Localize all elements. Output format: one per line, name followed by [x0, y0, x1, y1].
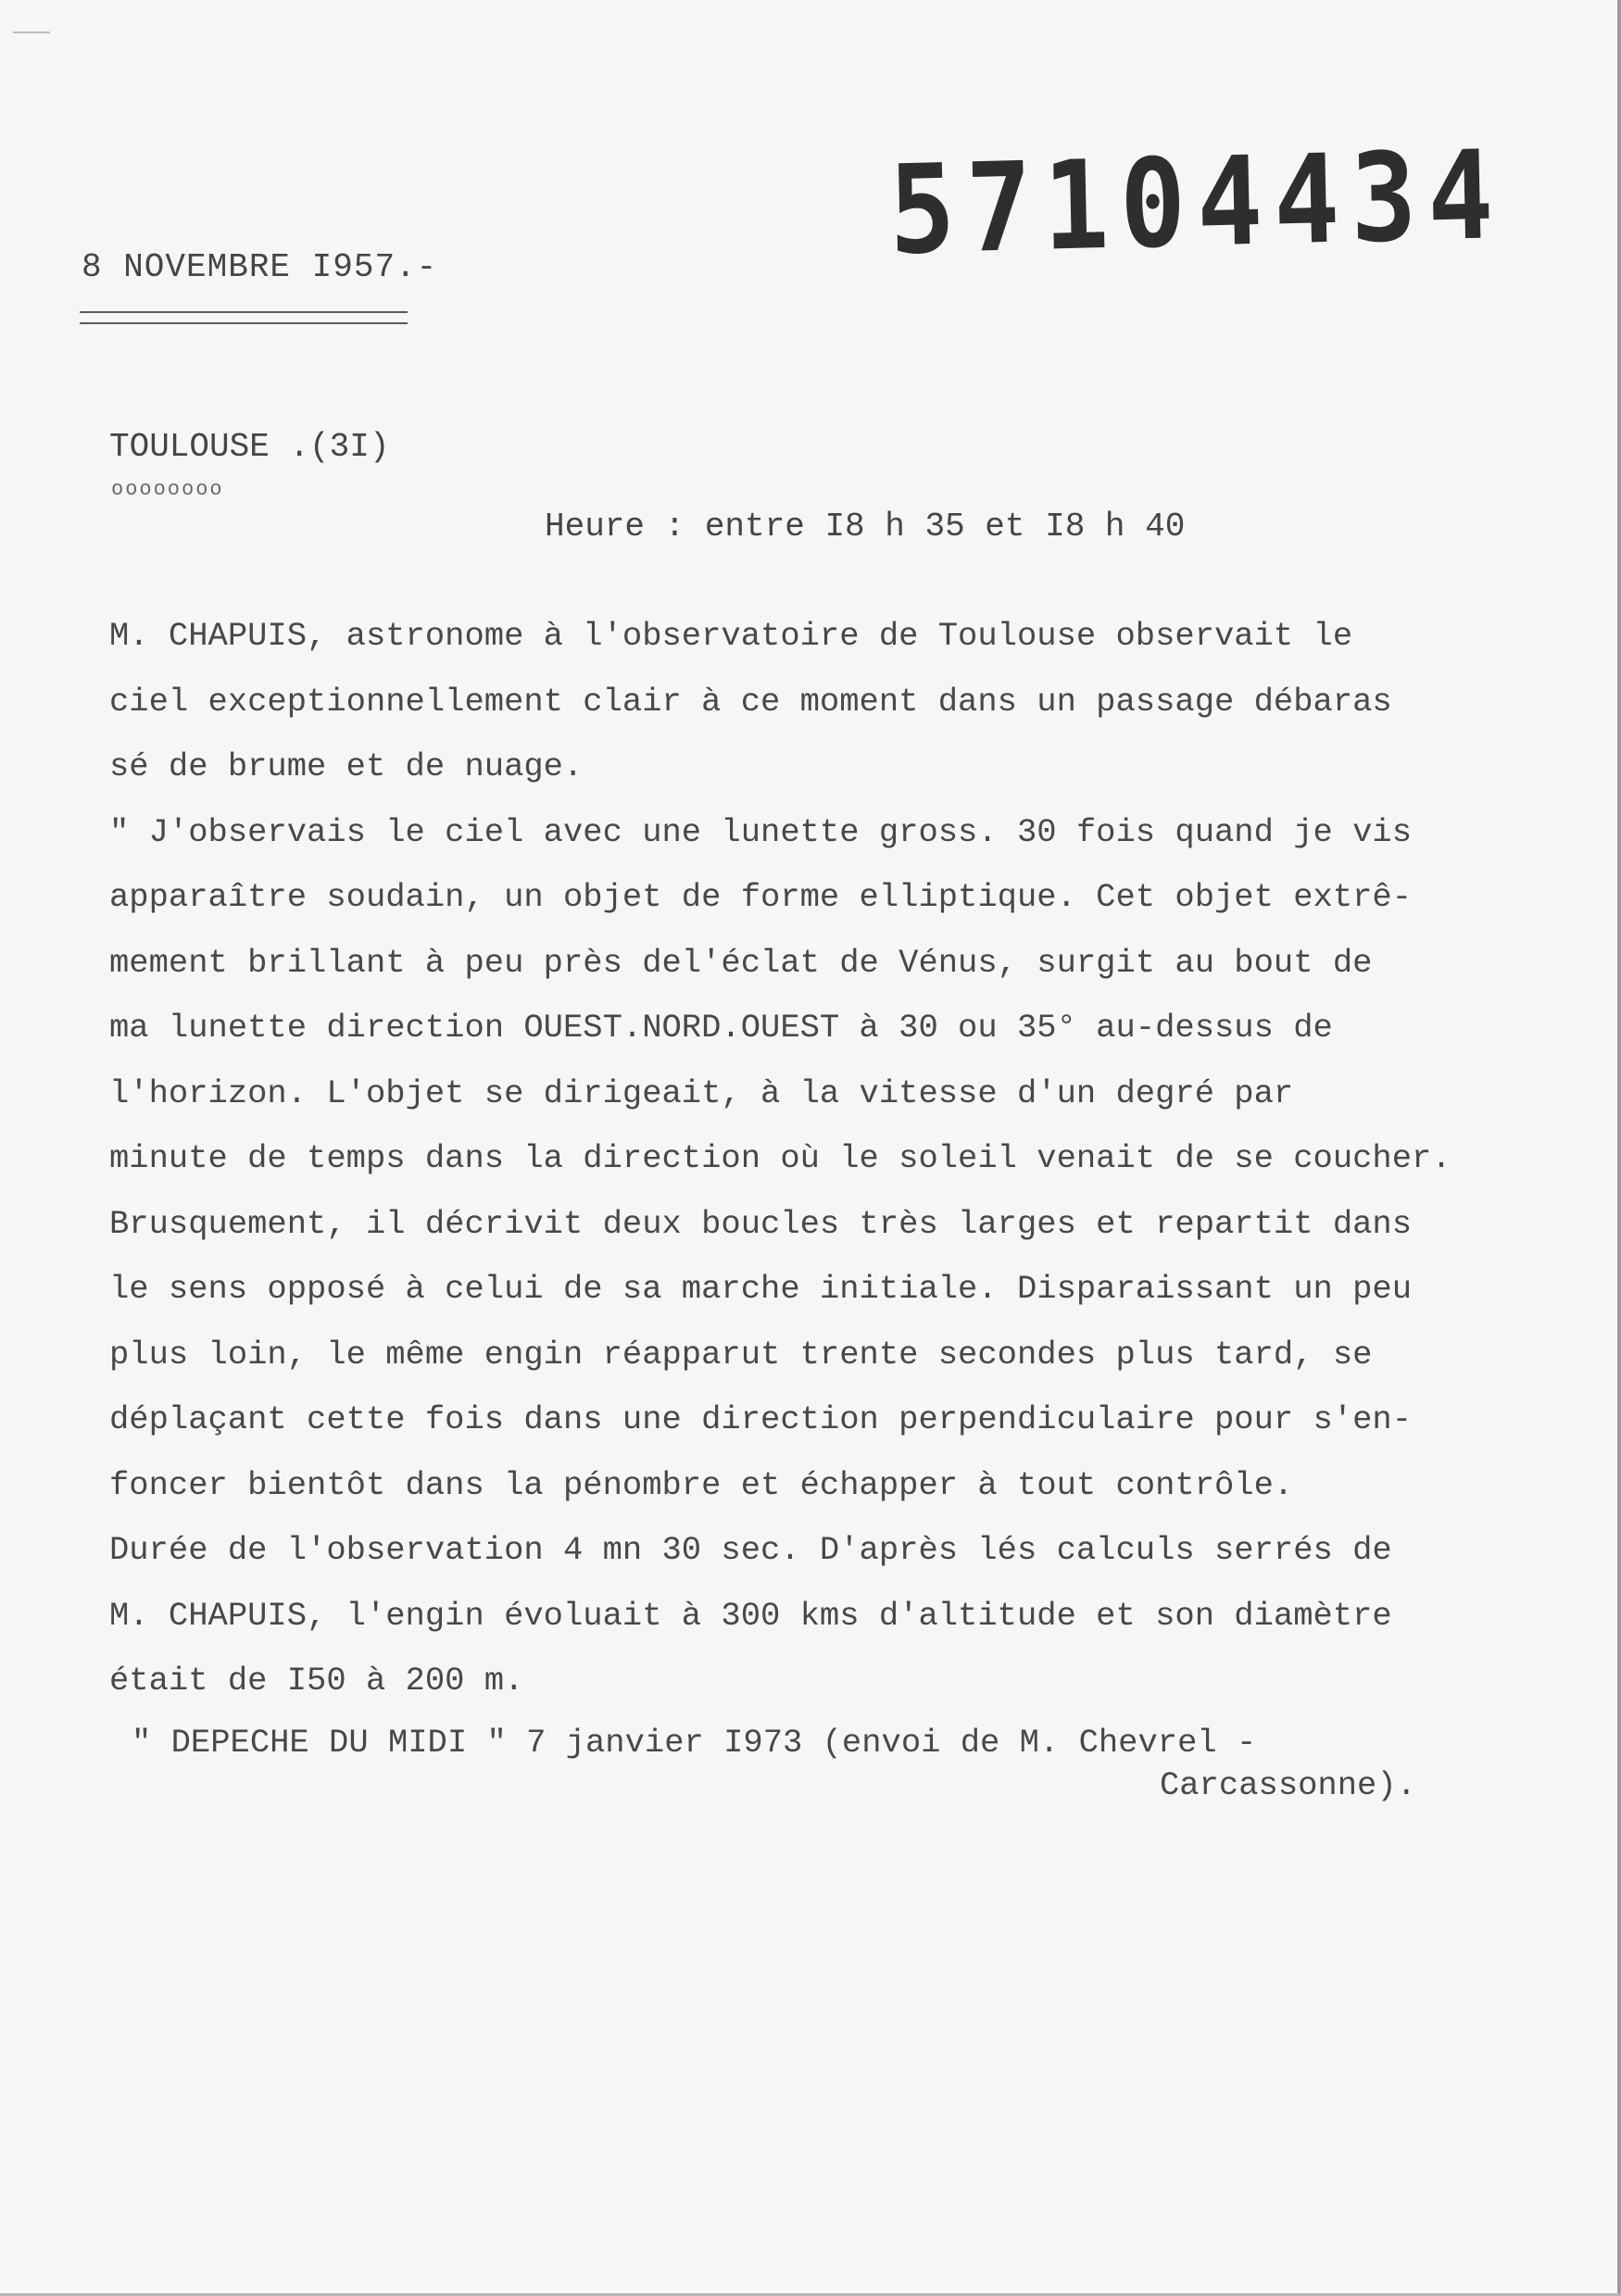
- text-line: apparaître soudain, un objet de forme elliptique. Cet objet extrê-: [109, 878, 1413, 916]
- observation-time: Heure : entre I8 h 35 et I8 h 40: [545, 508, 1186, 546]
- page-right-edge: [1617, 0, 1621, 2296]
- text-line: plus loin, le même engin réapparut trente secondes plus tard, se: [109, 1335, 1373, 1374]
- source-citation-continued: Carcassonne).: [1160, 1765, 1416, 1804]
- text-line: foncer bientôt dans la pénombre et échapper à tout contrôle.: [109, 1465, 1294, 1504]
- text-line: le sens opposé à celui de sa marche initiale. Disparaissant un peu: [109, 1270, 1413, 1308]
- text-line: Durée de l'observation 4 mn 30 sec. D'après lés calculs serrés de: [109, 1531, 1392, 1569]
- text-line: M. CHAPUIS, l'engin évoluait à 300 kms d'altitude et son diamètre: [109, 1596, 1392, 1635]
- text-line: déplaçant cette fois dans une direction perpendiculaire pour s'en-: [109, 1400, 1413, 1438]
- text-line: M. CHAPUIS, astronome à l'observatoire de Toulouse observait le: [109, 617, 1353, 655]
- text-line: était de I50 à 200 m.: [109, 1662, 524, 1700]
- text-line: ciel exceptionnellement clair à ce moment dans un passage débaras: [109, 682, 1392, 721]
- source-citation: " DEPECHE DU MIDI " 7 janvier I973 (envoi de M. Chevrel -: [132, 1723, 1257, 1762]
- text-line: sé de brume et de nuage.: [109, 747, 584, 785]
- document-date: 8 NOVEMBRE I957.-: [82, 248, 438, 286]
- text-line: l'horizon. L'objet se dirigeait, à la vitesse d'un degré par: [109, 1073, 1294, 1112]
- text-line: ma lunette direction OUEST.NORD.OUEST à 30 ou 35° au-dessus de: [109, 1009, 1333, 1047]
- date-underline: [80, 311, 408, 324]
- text-line: mement brillant à peu près del'éclat de Vénus, surgit au bout de: [109, 943, 1373, 982]
- text-line: minute de temps dans la direction où le soleil venait de se coucher.: [109, 1139, 1451, 1177]
- report-body: [109, 604, 1554, 1807]
- text-line: Brusquement, il décrivit deux boucles très larges et repartit dans: [109, 1204, 1413, 1243]
- scan-mark: [13, 31, 50, 33]
- location-underline-circles: oooooooo: [111, 478, 224, 501]
- location-heading: TOULOUSE .(3I): [109, 428, 390, 466]
- text-line: " J'observais le ciel avec une lunette gross. 30 fois quand je vis: [109, 812, 1413, 851]
- reference-number: 57104434: [887, 122, 1506, 282]
